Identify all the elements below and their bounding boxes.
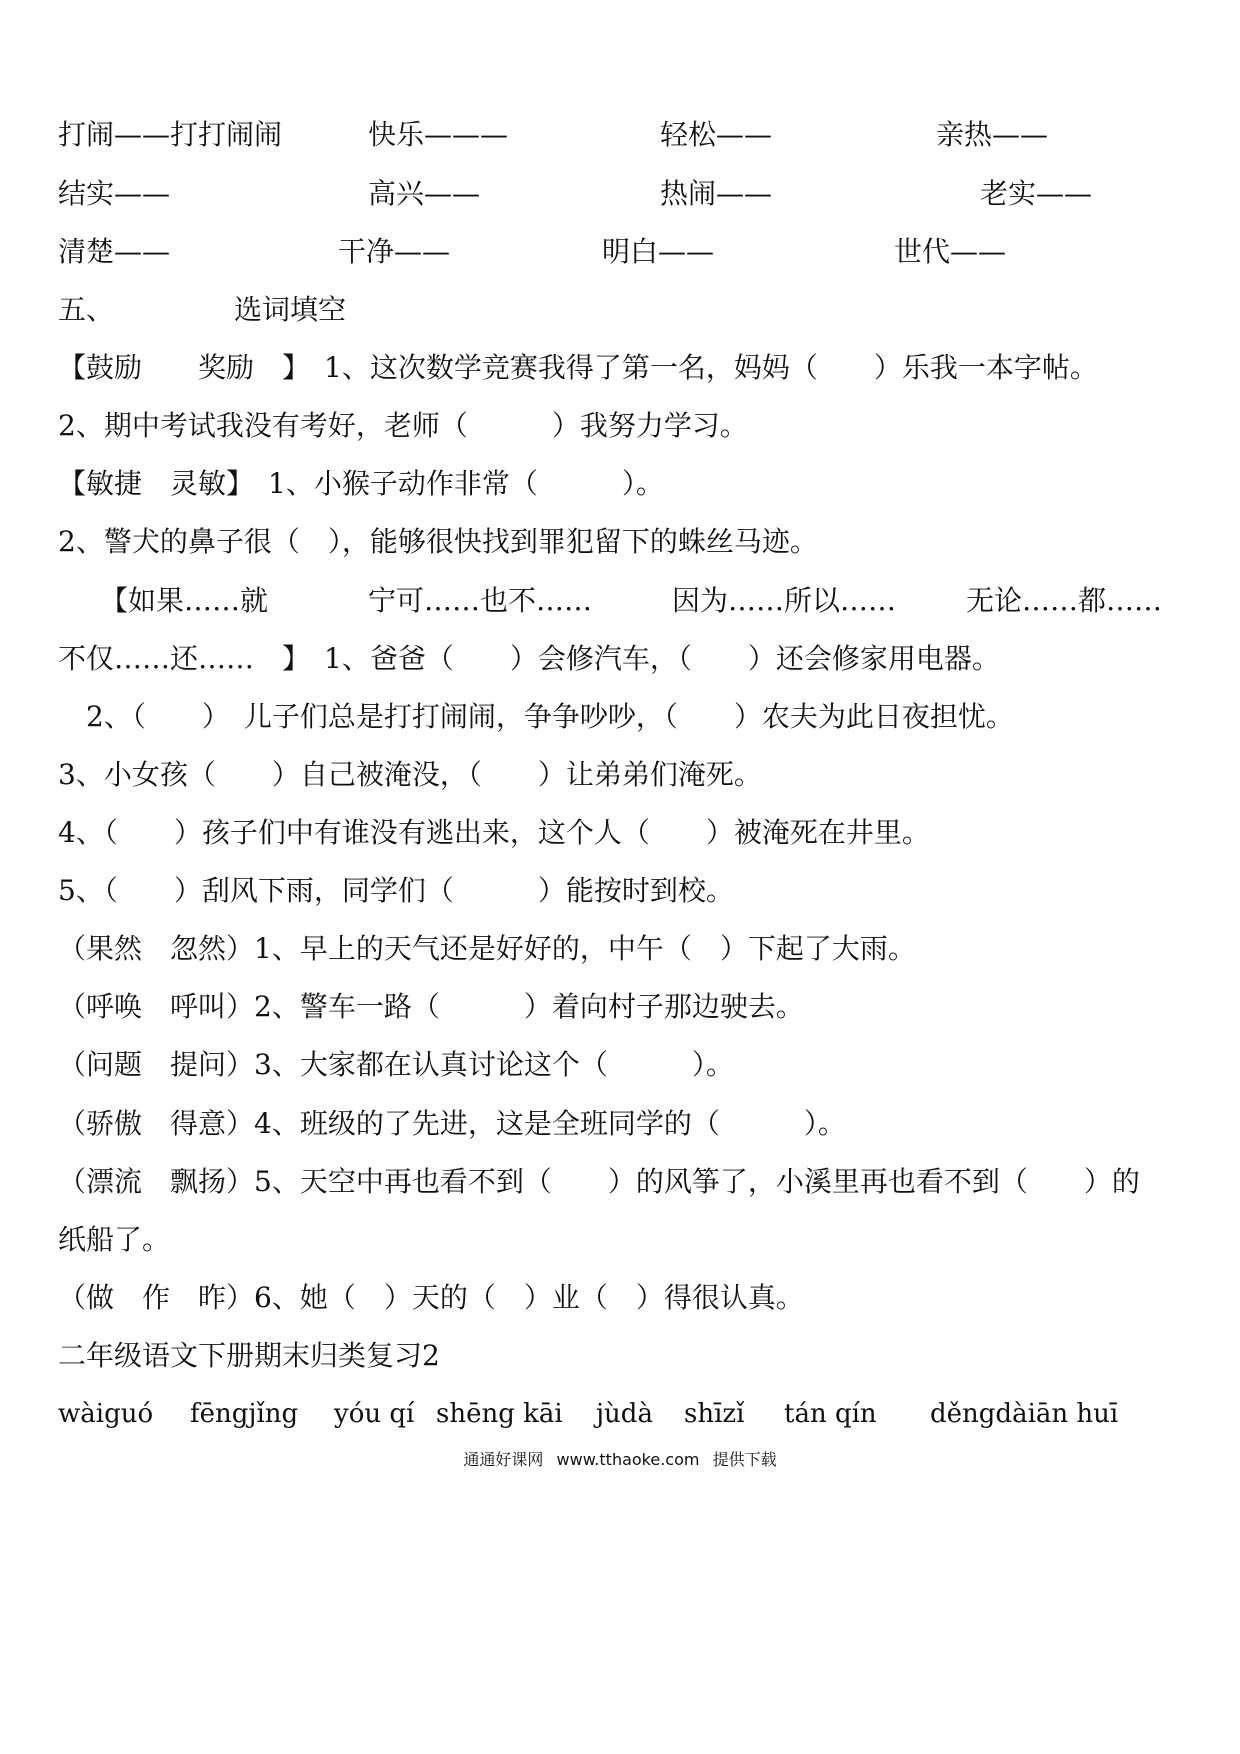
pinyin-word: yóu qí <box>334 1399 415 1429</box>
exercise-line <box>0 755 1240 795</box>
exercise-text: 纸船了。 <box>58 1223 171 1256</box>
section-number: 五、 <box>58 293 115 326</box>
exercise-text: 【敏捷 灵敏】 1、小猴子动作非常（ ）。 <box>58 467 664 500</box>
page-footer <box>0 1448 1240 1472</box>
section-heading <box>0 290 1240 330</box>
exercise-text: 【鼓励 奖励 】 1、这次数学竞赛我得了第一名，妈妈（ ）乐我一本字帖。 <box>58 351 1098 384</box>
review-heading <box>0 1336 1240 1376</box>
exercise-line <box>0 1162 1240 1202</box>
exercise-text: （呼唤 呼叫）2、警车一路（ ）着向村子那边驶去。 <box>58 990 804 1023</box>
review-title: 二年级语文下册期末归类复习2 <box>58 1339 440 1372</box>
doubling-word: 高兴—— <box>368 177 481 210</box>
conjunction-choice: 宁可……也不…… <box>368 584 593 617</box>
footer-site: 通通好课网 <box>463 1450 544 1469</box>
conjunction-choice: 无论……都…… <box>966 584 1163 617</box>
exercise-text: （做 作 昨）6、她（ ）天的（ ）业（ ）得很认真。 <box>58 1281 804 1314</box>
doubling-row <box>0 174 1240 214</box>
pinyin-word: shēng kāi <box>436 1399 563 1429</box>
exercise-line <box>0 522 1240 562</box>
doubling-word: 老实—— <box>980 177 1093 210</box>
exercise-line <box>0 813 1240 853</box>
exercise-line <box>0 639 1240 679</box>
exercise-text: 2、（ ） 儿子们总是打打闹闹，争争吵吵，（ ）农夫为此日夜担忧。 <box>86 700 1014 733</box>
pinyin-row <box>0 1394 1240 1434</box>
exercise-text: （果然 忽然）1、早上的天气还是好好的，中午（ ）下起了大雨。 <box>58 932 916 965</box>
exercise-text: 2、期中考试我没有考好，老师（ ）我努力学习。 <box>58 409 748 442</box>
section-title: 选词填空 <box>234 293 347 326</box>
exercise-text: 5、（ ）刮风下雨，同学们（ ）能按时到校。 <box>58 874 734 907</box>
pinyin-word: tán qín <box>784 1399 877 1429</box>
exercise-line <box>0 1220 1240 1260</box>
exercise-text: 不仅……还…… 】 1、爸爸（ ）会修汽车，（ ）还会修家用电器。 <box>58 642 1000 675</box>
exercise-line <box>0 1045 1240 1085</box>
exercise-line <box>0 406 1240 446</box>
exercise-text: 3、小女孩（ ）自己被淹没，（ ）让弟弟们淹死。 <box>58 758 762 791</box>
exercise-text: （骄傲 得意）4、班级的了先进，这是全班同学的（ ）。 <box>58 1107 846 1140</box>
pinyin-word: jùdà <box>596 1399 653 1429</box>
exercise-line <box>0 464 1240 504</box>
exercise-line <box>0 1278 1240 1318</box>
pinyin-word: shīzǐ <box>684 1399 745 1429</box>
doubling-word: 清楚—— <box>58 235 171 268</box>
pinyin-word: wàiguó <box>58 1399 154 1429</box>
conjunction-choice: 【如果……就 <box>100 584 269 617</box>
exercise-line <box>0 697 1240 737</box>
exercise-line <box>0 348 1240 388</box>
footer-note: 提供下载 <box>712 1450 777 1469</box>
doubling-row <box>0 115 1240 155</box>
doubling-word: 轻松—— <box>660 118 773 151</box>
exercise-line <box>0 929 1240 969</box>
doubling-word: 干净—— <box>338 235 451 268</box>
exercise-line <box>0 1104 1240 1144</box>
exercise-text: 4、（ ）孩子们中有谁没有逃出来，这个人（ ）被淹死在井里。 <box>58 816 930 849</box>
conjunction-row <box>0 581 1240 621</box>
doubling-row <box>0 232 1240 272</box>
exercise-text: （问题 提问）3、大家都在认真讨论这个（ ）。 <box>58 1048 734 1081</box>
doubling-word: 明白—— <box>602 235 715 268</box>
doubling-word: 亲热—— <box>936 118 1049 151</box>
exercise-text: （漂流 飘扬）5、天空中再也看不到（ ）的风筝了，小溪里再也看不到（ ）的 <box>58 1165 1140 1198</box>
conjunction-choice: 因为……所以…… <box>672 584 897 617</box>
exercise-line <box>0 987 1240 1027</box>
exercise-line <box>0 871 1240 911</box>
footer-url[interactable]: www.tthaoke.com <box>556 1450 700 1469</box>
pinyin-word: fēngjǐng <box>190 1399 299 1429</box>
doubling-word: 结实—— <box>58 177 171 210</box>
doubling-word: 快乐——— <box>368 118 509 151</box>
doubling-word: 世代—— <box>894 235 1007 268</box>
exercise-text: 2、警犬的鼻子很（ ），能够很快找到罪犯留下的蛛丝马迹。 <box>58 525 818 558</box>
doubling-word: 打闹——打打闹闹 <box>58 118 283 151</box>
pinyin-word: děngdàiān huī <box>930 1399 1119 1429</box>
doubling-word: 热闹—— <box>660 177 773 210</box>
